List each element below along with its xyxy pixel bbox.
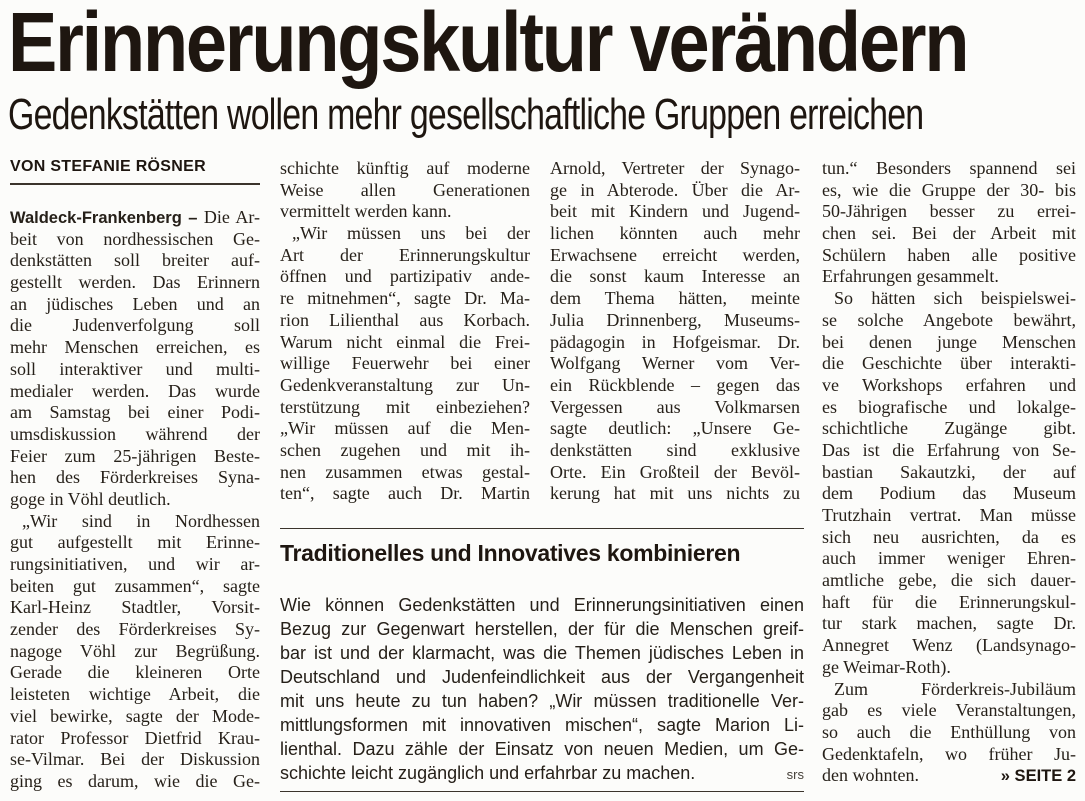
text-line: Julia Drinnenberg, Museums- xyxy=(550,309,800,330)
text-line: So hätten sich beispielswei- xyxy=(834,288,1076,309)
text-line: es biografische und lokalge- xyxy=(822,396,1076,417)
article-column-2 xyxy=(280,158,530,505)
text-line: gab es viele Veranstaltungen, xyxy=(822,700,1076,721)
text-line: tun.“ Besonders spannend sei xyxy=(822,158,1076,178)
text-line: so auch die Enthüllung von xyxy=(822,721,1076,742)
text-line: Orte. Ein Großteil der Bevöl- xyxy=(550,461,800,482)
text-line: sagte deutlich: „Unsere Ge- xyxy=(550,418,800,439)
author-initials: srs xyxy=(786,767,804,782)
infobox-text-line: lienthal. Dazu zähle der Einsatz von neuen Medien, um Ge- xyxy=(280,739,804,759)
text-line: beit von nordhessischen Ge- xyxy=(10,228,260,249)
text-line: willige Feuerwehr bei einer xyxy=(280,353,530,374)
text-line: pädagogin in Hofgeismar. Dr. xyxy=(550,331,800,352)
headline: Erinnerungskultur verändern xyxy=(8,0,968,89)
text-line: „Wir müssen uns bei der xyxy=(292,223,530,244)
text-line: mehr Menschen erreichen, es xyxy=(10,337,260,358)
infobox-text-line: schichte leicht zugänglich und erfahrbar zu machen. xyxy=(280,763,696,783)
text-line: soll interaktiver und multi- xyxy=(10,358,260,379)
column-text-4 xyxy=(822,158,1076,787)
subheadline: Gedenkstätten wollen mehr gesellschaftliche Gruppen erreichen xyxy=(8,90,924,139)
infobox-text-line: Bezug zur Gegenwart herstellen, der für die Menschen greif- xyxy=(280,619,804,639)
text-line: re mitnehmen“, sagte Dr. Ma- xyxy=(280,288,530,309)
infobox-text-line xyxy=(280,761,804,785)
text-line: auch immer weniger Ehren- xyxy=(822,548,1076,569)
text-line: Zum Förderkreis-Jubiläum xyxy=(834,678,1076,699)
text-line: Trutzhain vertrat. Man müsse xyxy=(822,505,1076,525)
text-line: die Judenverfolgung soll xyxy=(10,315,260,336)
infobox-text-line: Wie können Gedenkstätten und Erinnerungsinitiativen einen xyxy=(280,595,804,615)
text-line: Karl-Heinz Stadtler, Vorsit- xyxy=(10,597,260,618)
text-line: viel bewirke, sagte der Mode- xyxy=(10,705,260,726)
text-line: haft für die Erinnerungskul- xyxy=(822,591,1076,612)
text-line: kerung hat mit uns nichts zu xyxy=(550,483,800,504)
text-line: hen des Förderkreises Syna- xyxy=(10,467,260,488)
text-line: Vergessen aus Volkmarsen xyxy=(550,396,800,417)
text-line: umsdiskussion während der xyxy=(10,423,260,444)
text-line: rungsinitiativen, und wir ar- xyxy=(10,554,260,574)
text-line: gut aufgestellt mit Erinne- xyxy=(10,532,260,553)
text-line: amtliche gebe, die sich dauer- xyxy=(822,570,1076,591)
text-line: schichte künftig auf moderne xyxy=(280,158,530,178)
text-line: beiten gut zusammen“, sagte xyxy=(10,575,260,596)
text-line: bei denen junge Menschen xyxy=(822,331,1076,352)
text-line: sich neu ausrichten, da es xyxy=(822,526,1076,547)
text-line: tur stark machen, sagte Dr. xyxy=(822,613,1076,634)
text-line: „Wir sind in Nordhessen xyxy=(22,510,260,531)
text-line: Erwachsene erreicht werden, xyxy=(550,244,800,265)
text-line: lichen könnten auch mehr xyxy=(550,223,800,244)
text-line: nagoge Vöhl zur Begrüßung. xyxy=(10,640,260,661)
text-line: ve Workshops erfahren und xyxy=(822,374,1076,395)
infobox-bottom-rule xyxy=(280,791,804,792)
text-line: terstützung mit einbeziehen? xyxy=(280,396,530,417)
infobox-top-rule xyxy=(280,528,804,529)
text-line: denkstätten sind exklusive xyxy=(550,439,800,460)
byline: VON STEFANIE RÖSNER xyxy=(10,158,206,175)
text-line: es, wie die Gruppe der 30- bis xyxy=(822,179,1076,200)
column-text-1 xyxy=(10,207,260,793)
text-line: Wolfgang Werner vom Ver- xyxy=(550,353,800,374)
text-line: Gedenktafeln, wo früher Ju- xyxy=(822,743,1076,764)
text-line: an jüdisches Leben und an xyxy=(10,293,260,314)
infobox-title: Traditionelles und Innovatives kombinieren xyxy=(280,540,741,566)
infobox-text-line: bar ist und der klarmacht, was die Themen jüdisches Leben in xyxy=(280,643,804,663)
text-line: Gedenkveranstaltung zur Un- xyxy=(280,374,530,395)
text-line: se-Vilmar. Bei der Diskussion xyxy=(10,749,260,770)
text-line: ge Weimar-Roth). xyxy=(822,656,951,677)
text-line: Erfahrungen gesammelt. xyxy=(822,266,999,287)
text-line: se solche Angebote bewährt, xyxy=(822,309,1076,330)
text-line: gestellt werden. Das Erinnern xyxy=(10,272,260,293)
text-line: goge in Vöhl deutlich. xyxy=(10,488,171,509)
text-line: rator Professor Dietfrid Krau- xyxy=(10,727,260,748)
text-line: Annegret Wenz (Landsynago- xyxy=(822,635,1076,656)
text-line: öffnen und partizipativ ande- xyxy=(280,266,530,287)
text-line: dem Thema hätten, meinte xyxy=(550,288,800,309)
text-line: Warum nicht einmal die Frei- xyxy=(280,331,530,352)
text-line: zender des Förderkreises Sy- xyxy=(10,619,260,640)
article-column-4 xyxy=(822,158,1076,787)
text-line: nen zusammen etwas gestal- xyxy=(280,461,530,482)
text-line: ten“, sagte auch Dr. Martin xyxy=(280,483,530,504)
column-text-2 xyxy=(280,158,530,505)
text-line: Das ist die Erfahrung von Se- xyxy=(822,439,1076,460)
text-line: denkstätten soll breiter auf- xyxy=(10,250,260,271)
text-line: „Wir müssen auf die Men- xyxy=(280,418,530,439)
text-line: schen zugehen und mit ih- xyxy=(280,439,530,460)
text-line: beit mit Kindern und Jugend- xyxy=(550,201,800,222)
article-column-1 xyxy=(10,158,260,793)
text-line: die sonst kaum Interesse an xyxy=(550,266,800,287)
column-text-3 xyxy=(550,158,800,505)
article-column-3 xyxy=(550,158,800,505)
text-line: bastian Sakautzki, der auf xyxy=(822,461,1076,482)
text-line: ein Rückblende – gegen das xyxy=(550,374,800,395)
text-line: Feier zum 25-jährigen Beste- xyxy=(10,445,260,466)
text-line: dem Podium das Museum xyxy=(822,483,1076,504)
text-line: den wohnten. xyxy=(822,765,919,786)
text-line: rion Lilienthal aus Korbach. xyxy=(280,309,530,330)
text-line: vermittelt werden kann. xyxy=(280,201,452,222)
text-line: ge in Abterode. Über die Ar- xyxy=(550,179,800,200)
text-line: leisteten wichtige Arbeit, die xyxy=(10,684,260,705)
text-line: medialer werden. Das wurde xyxy=(10,380,260,401)
text-line: Arnold, Vertreter der Synago- xyxy=(550,158,800,178)
text-line: Art der Erinnerungskultur xyxy=(280,244,530,265)
infobox-text-line: mit uns heute zu tun haben? „Wir müssen traditionelle Ver- xyxy=(280,691,804,711)
infobox-text-line: Deutschland und Judenfeindlichkeit aus der Vergangenheit xyxy=(280,667,804,687)
dateline: Waldeck-Frankenberg – xyxy=(10,209,198,227)
text-line: chen sei. Bei der Arbeit mit xyxy=(822,223,1076,244)
text-line: Waldeck-Frankenberg – Die Ar- xyxy=(10,207,260,227)
text-line: schichtliche Zugänge gibt. xyxy=(822,418,1076,439)
text-line: am Samstag bei einer Podi- xyxy=(10,402,260,423)
page-continuation: » SEITE 2 xyxy=(1000,767,1076,786)
infobox-body xyxy=(280,593,804,785)
text-line: ging es darum, wie die Ge- xyxy=(10,770,260,791)
infobox xyxy=(280,528,804,792)
text-line: Weise allen Generationen xyxy=(280,179,530,200)
text-line xyxy=(822,765,1076,787)
text-line: 50-Jährigen besser zu errei- xyxy=(822,201,1076,222)
text-line: Gerade die kleineren Orte xyxy=(10,662,260,683)
byline-rule xyxy=(10,183,260,185)
text-line: Schülern haben alle positive xyxy=(822,244,1076,265)
infobox-text-line: mittlungsformen mit innovativen mischen“, sagte Marion Li- xyxy=(280,715,804,735)
text-line: die Geschichte über interakti- xyxy=(822,353,1076,374)
